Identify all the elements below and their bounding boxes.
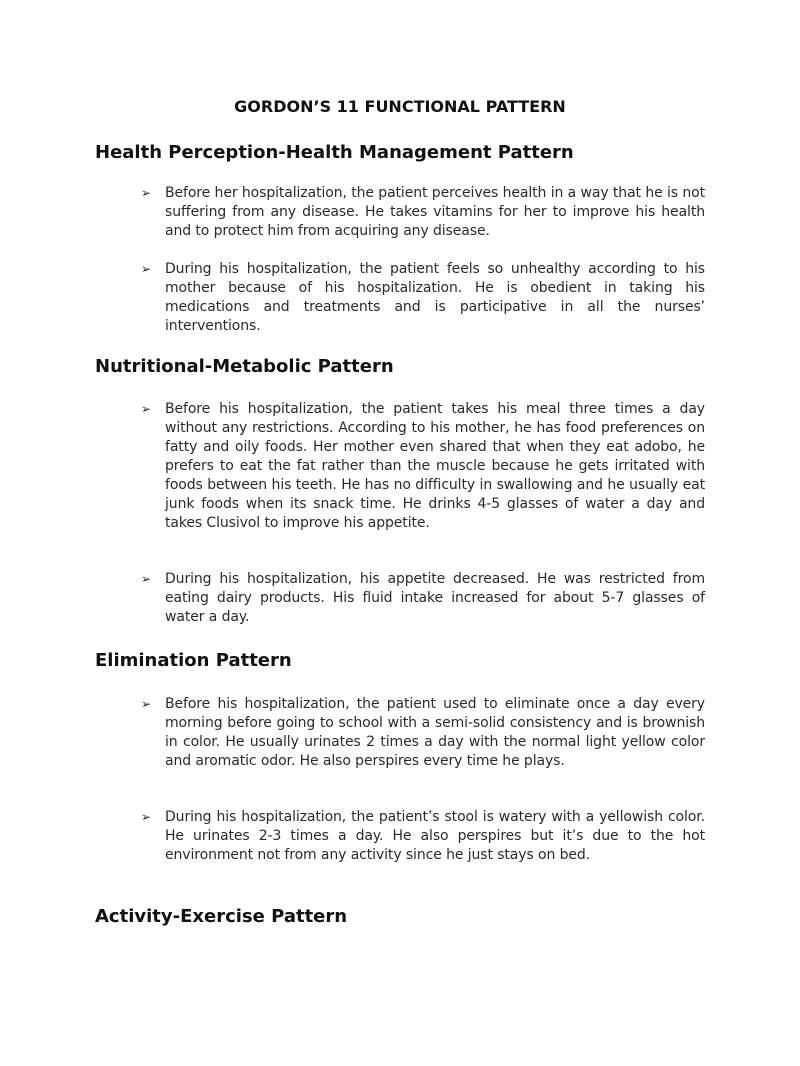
bullet-text: Before her hospitalization, the patient perceives health in a way that he is not suffering from any disease. He takes vitamins for her to improve his health and to protect him from acquiring any disease. <box>165 185 705 239</box>
section-heading-health-perception: Health Perception-Health Management Pattern <box>95 142 574 163</box>
arrowhead-bullet-icon: ➢ <box>141 402 151 416</box>
section-heading-nutritional-metabolic: Nutritional-Metabolic Pattern <box>95 356 394 377</box>
arrowhead-bullet-icon: ➢ <box>141 262 151 276</box>
bullet-text: During his hospitalization, the patient’s stool is watery with a yellowish color. He urinates 2-3 times a day. He also perspires but it’s due to the hot environment not from any activity since he just stays on bed. <box>165 809 705 863</box>
arrowhead-bullet-icon: ➢ <box>141 810 151 824</box>
list-item <box>141 808 705 865</box>
bullet-text: Before his hospitalization, the patient takes his meal three times a day without any restrictions. According to his mother, he has food preferences on fatty and oily foods. Her mother even shared that when they eat adobo, he prefers to eat the fat rather than the muscle because he gets irritated with foods between his teeth. He has no difficulty in swallowing and he usually eat junk foods when its snack time. He drinks 4-5 glasses of water a day and takes Clusivol to improve his appetite. <box>165 401 705 531</box>
list-item <box>141 695 705 771</box>
arrowhead-bullet-icon: ➢ <box>141 572 151 586</box>
arrowhead-bullet-icon: ➢ <box>141 697 151 711</box>
section-heading-elimination: Elimination Pattern <box>95 650 292 671</box>
arrowhead-bullet-icon: ➢ <box>141 186 151 200</box>
list-item <box>141 400 705 533</box>
list-item <box>141 570 705 627</box>
bullet-text: During his hospitalization, his appetite decreased. He was restricted from eating dairy products. His fluid intake increased for about 5-7 glasses of water a day. <box>165 571 705 625</box>
bullet-text: During his hospitalization, the patient feels so unhealthy according to his mother because of his hospitalization. He is obedient in taking his medications and treatments and is participative in all the nurses’ interventions. <box>165 261 705 334</box>
list-item <box>141 260 705 336</box>
document-title: GORDON’S 11 FUNCTIONAL PATTERN <box>234 97 566 116</box>
bullet-text: Before his hospitalization, the patient used to eliminate once a day every morning before going to school with a semi-solid consistency and is brownish in color. He usually urinates 2 times a day with the normal light yellow color and aromatic odor. He also perspires every time he plays. <box>165 696 705 769</box>
list-item <box>141 184 705 241</box>
section-heading-activity-exercise: Activity-Exercise Pattern <box>95 906 348 927</box>
